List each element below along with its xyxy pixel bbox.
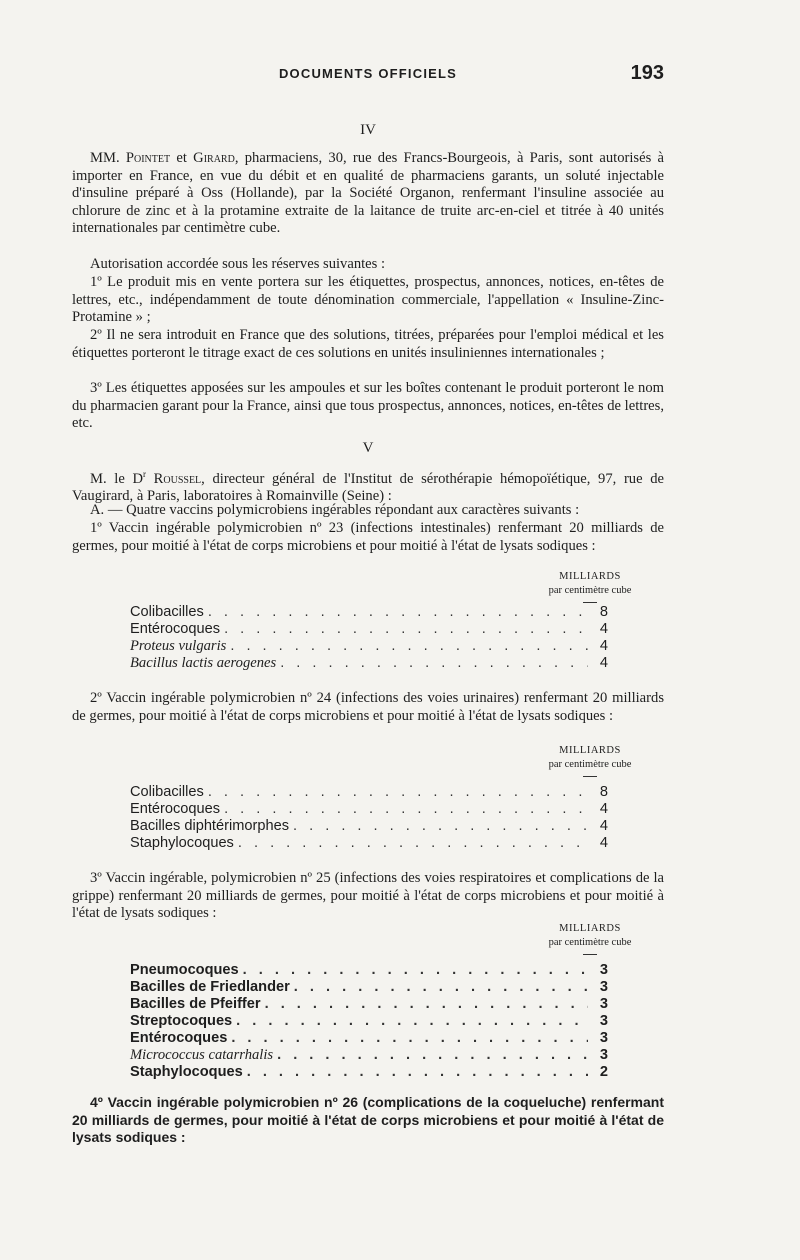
table-row: Bacilles de Pfeiffer . . . 3 xyxy=(130,996,608,1013)
table-row: Colibacilles . . . 8 xyxy=(130,784,608,801)
section-v-heading: V xyxy=(362,440,374,456)
vaccine-2-text: 2º Vaccin ingérable polymicrobien nº 24 (infections des voies urinaires) renfermant 20 milliards de germes, pour moitié à l'état de corps microbiens et pour moitié à l'état de lysats sodiques : xyxy=(72,690,664,724)
unit-bottom: par centimètre cube xyxy=(548,937,632,948)
name-girard: Girard xyxy=(193,150,235,166)
section-v-intro-text: , directeur général de l'Institut de sérothérapie hémopoïétique, 97, rue de Vaugirard, à Paris, laboratoires à Romainville (Seine) : xyxy=(72,470,664,505)
table-row: Entérocoques . . . 4 xyxy=(130,621,608,638)
vaccine-1-text: 1º Vaccin ingérable polymicrobien nº 23 (infections intestinales) renfermant 20 milliards de germes, pour moitié à l'état de corps microbiens et pour moitié à l'état de lysats sodiques : xyxy=(72,520,664,554)
conj: et xyxy=(170,150,194,166)
unit-dash xyxy=(583,776,597,777)
vaccine-1-table xyxy=(130,604,608,672)
unit-header-1 xyxy=(520,570,660,603)
unit-top: MILLIARDS xyxy=(559,745,621,756)
section-iv-intro xyxy=(72,150,664,238)
title-dr: M. le D xyxy=(90,470,143,487)
table-row: Bacilles de Friedlander . . . 3 xyxy=(130,979,608,996)
table-row: Colibacilles . . . 8 xyxy=(130,604,608,621)
section-v-intro xyxy=(72,466,664,506)
condition-3: 3º Les étiquettes apposées sur les ampoules et sur les boîtes contenant le produit porteront le nom du pharmacien garant pour la France, ainsi que tous prospectus, annonces, notices, en-têtes de lettres, etc. xyxy=(72,380,664,432)
unit-top: MILLIARDS xyxy=(559,571,621,582)
vaccine-4-text: 4º Vaccin ingérable polymicrobien nº 26 (complications de la coqueluche) renfermant 20 milliards de germes, pour moitié à l'état de corps microbiens et pour moitié à l'état de lysats sodiques : xyxy=(72,1094,664,1146)
vaccines-heading: A. — Quatre vaccins polymicrobiens ingérables répondant aux caractères suivants : xyxy=(90,502,580,518)
unit-bottom: par centimètre cube xyxy=(548,585,632,596)
running-title: DOCUMENTS OFFICIELS xyxy=(278,66,458,81)
unit-header-2 xyxy=(520,744,660,777)
name-roussel: Roussel xyxy=(146,470,202,487)
unit-top: MILLIARDS xyxy=(559,923,621,934)
table-row: Micrococcus catarrhalis . . . 3 xyxy=(130,1047,608,1064)
table-row: Bacillus lactis aerogenes . . . 4 xyxy=(130,655,608,672)
vaccine-3-text: 3º Vaccin ingérable, polymicrobien nº 25 (infections des voies respiratoires et complications de la grippe) renfermant 20 milliards de germes, pour moitié à l'état de corps microbiens et pour moitié à l'état de lysats sodiques : xyxy=(72,870,664,922)
unit-dash xyxy=(583,602,597,603)
condition-1: 1º Le produit mis en vente portera sur les étiquettes, prospectus, annonces, notices, en-têtes de lettres, etc., indépendamment de toute dénomination commerciale, l'appellation « Insuline-Zinc-Protamine » ; xyxy=(72,274,664,326)
name-pointet: MM. Pointet xyxy=(90,150,171,166)
section-iv-intro-text: , pharmaciens, 30, rue des Francs-Bourgeois, à Paris, sont autorisés à importer en France, en vue du débit et en qualité de pharmaciens garants, un soluté injectable d'insuline préparé à Oss (Hollande), par la Société Organon, renfermant l'insuline associée au chlorure de zinc et à la protamine extraite de la laitance de truite arc-en-ciel et titrée à 40 unités internationales par centimètre cube. xyxy=(72,150,665,237)
table-row: Staphylocoques . . . 4 xyxy=(130,835,608,852)
table-row: Streptocoques . . . 3 xyxy=(130,1013,608,1030)
unit-dash xyxy=(583,954,597,955)
table-row: Entérocoques . . . 4 xyxy=(130,801,608,818)
table-row: Pneumocoques . . . 3 xyxy=(130,962,608,979)
running-header xyxy=(72,62,664,90)
table-row: Bacilles diphtérimorphes . . . 4 xyxy=(130,818,608,835)
page-number: 193 xyxy=(630,62,664,84)
table-row: Proteus vulgaris . . . 4 xyxy=(130,638,608,655)
vaccine-2-table xyxy=(130,784,608,852)
authorization-line: Autorisation accordée sous les réserves suivantes : xyxy=(90,256,386,272)
table-row: Staphylocoques . . . 2 xyxy=(130,1064,608,1081)
title-dr-sup: r xyxy=(143,469,146,479)
unit-bottom: par centimètre cube xyxy=(548,759,632,770)
condition-2: 2º Il ne sera introduit en France que des solutions, titrées, préparées pour l'emploi médical et les étiquettes porteront le titrage exact de ces solutions en unités insuliniennes internationales ; xyxy=(72,327,664,361)
vaccine-3-table xyxy=(130,962,608,1081)
table-row: Entérocoques . . . 3 xyxy=(130,1030,608,1047)
section-iv-heading: IV xyxy=(360,122,376,138)
unit-header-3 xyxy=(520,922,660,955)
